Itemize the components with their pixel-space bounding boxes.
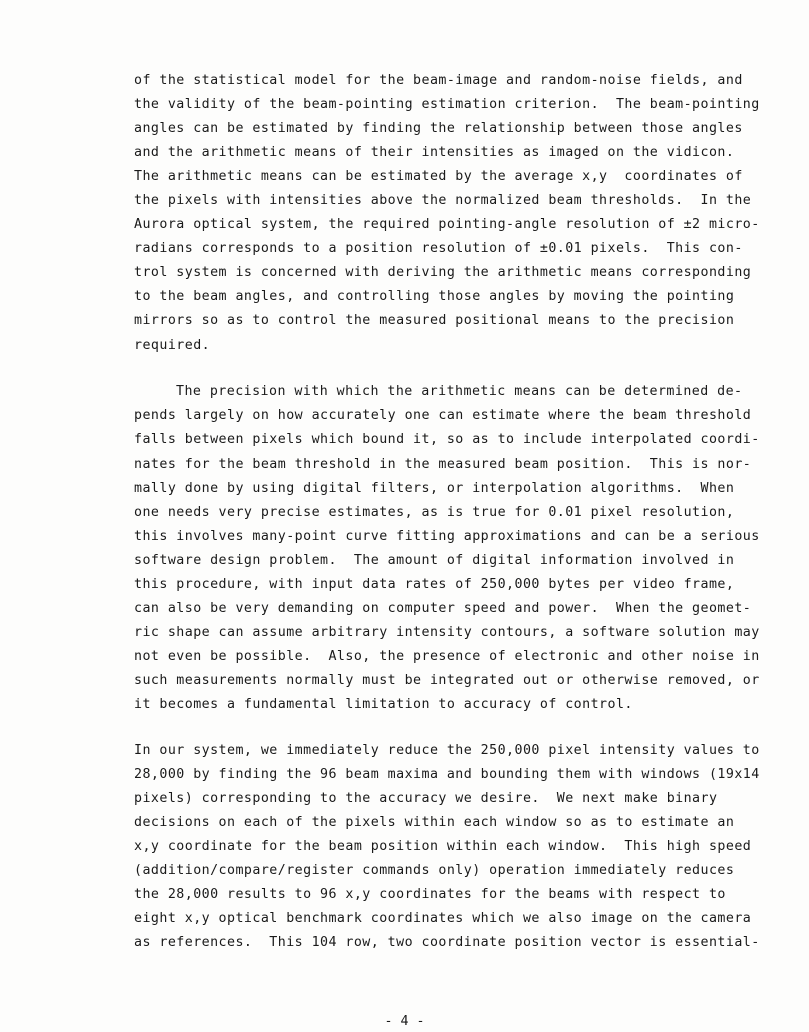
- text-line: one needs very precise estimates, as is true for 0.01 pixel resolution,: [134, 505, 735, 520]
- text-line: this procedure, with input data rates of 250,000 bytes per video frame,: [134, 577, 735, 592]
- text-line: as references. This 104 row, two coordinate position vector is essential-: [134, 935, 760, 950]
- text-line: (addition/compare/register commands only) operation immediately reduces: [134, 863, 735, 878]
- text-line: not even be possible. Also, the presence of electronic and other noise in: [134, 649, 760, 664]
- text-line: to the beam angles, and controlling those angles by moving the pointing: [134, 289, 735, 304]
- text-line: The arithmetic means can be estimated by the average x,y coordinates of: [134, 169, 743, 184]
- text-line: software design problem. The amount of digital information involved in: [134, 553, 735, 568]
- page-number: - 4 -: [384, 1014, 425, 1029]
- text-line: falls between pixels which bound it, so as to include interpolated coordi-: [134, 432, 760, 447]
- text-line: 28,000 by finding the 96 beam maxima and bounding them with windows (19x14: [134, 767, 760, 782]
- text-line: radians corresponds to a position resolution of ±0.01 pixels. This con-: [134, 241, 743, 256]
- text-line: it becomes a fundamental limitation to accuracy of control.: [134, 697, 633, 712]
- text-line: the pixels with intensities above the normalized beam thresholds. In the: [134, 193, 752, 208]
- text-line: the validity of the beam-pointing estimation criterion. The beam-pointing: [134, 97, 760, 112]
- text-line: the 28,000 results to 96 x,y coordinates for the beams with respect to: [134, 887, 726, 902]
- text-line: pixels) corresponding to the accuracy we desire. We next make binary: [134, 791, 718, 806]
- text-line: ric shape can assume arbitrary intensity contours, a software solution may: [134, 625, 760, 640]
- text-line: mally done by using digital filters, or interpolation algorithms. When: [134, 481, 735, 496]
- text-line: pends largely on how accurately one can estimate where the beam threshold: [134, 408, 752, 423]
- text-line: decisions on each of the pixels within each window so as to estimate an: [134, 815, 735, 830]
- text-line: The precision with which the arithmetic means can be determined de-: [176, 384, 743, 399]
- text-line: mirrors so as to control the measured positional means to the precision: [134, 313, 735, 328]
- text-line: can also be very demanding on computer speed and power. When the geomet-: [134, 601, 752, 616]
- text-line: eight x,y optical benchmark coordinates which we also image on the camera: [134, 911, 752, 926]
- text-line: of the statistical model for the beam-image and random-noise fields, and: [134, 73, 743, 88]
- text-line: x,y coordinate for the beam position within each window. This high speed: [134, 839, 752, 854]
- text-line: angles can be estimated by finding the relationship between those angles: [134, 121, 743, 136]
- text-line: required.: [134, 338, 211, 353]
- text-line: such measurements normally must be integrated out or otherwise removed, or: [134, 673, 760, 688]
- text-line: Aurora optical system, the required pointing-angle resolution of ±2 micro-: [134, 217, 760, 232]
- text-line: nates for the beam threshold in the measured beam position. This is nor-: [134, 457, 752, 472]
- text-line: this involves many-point curve fitting approximations and can be a serious: [134, 529, 760, 544]
- text-line: and the arithmetic means of their intensities as imaged on the vidicon.: [134, 145, 735, 160]
- text-line: In our system, we immediately reduce the 250,000 pixel intensity values to: [134, 743, 760, 758]
- text-line: trol system is concerned with deriving the arithmetic means corresponding: [134, 265, 752, 280]
